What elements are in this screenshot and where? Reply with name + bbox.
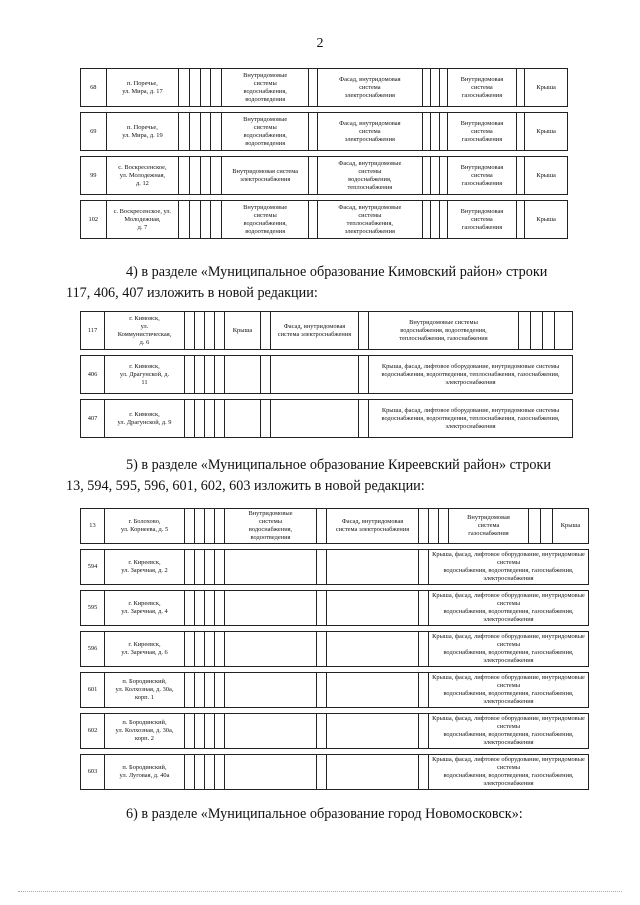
heading-novomoskovsk bbox=[96, 804, 578, 825]
work-cell: Фасад, внутридомовые системы водоснабжения, теплоснабжения bbox=[318, 157, 423, 195]
address-cell: г. Болохово, ул. Корнеева, д. 5 bbox=[105, 509, 185, 544]
empty-cell bbox=[215, 632, 225, 667]
empty-cell bbox=[261, 312, 271, 350]
empty-cell bbox=[195, 356, 205, 394]
empty-cell bbox=[529, 509, 541, 544]
empty-cell bbox=[215, 591, 225, 626]
empty-cell bbox=[185, 673, 195, 708]
address-cell: п. Поречье, ул. Мира, д. 17 bbox=[106, 69, 179, 107]
empty-cell bbox=[211, 113, 222, 151]
table-row bbox=[81, 400, 573, 438]
address-cell: п. Бородинский, ул. Луговая, д. 40а bbox=[105, 755, 185, 790]
empty-cell bbox=[205, 632, 215, 667]
empty-cell bbox=[205, 673, 215, 708]
empty-cell bbox=[439, 69, 448, 107]
empty-cell bbox=[225, 755, 317, 790]
address-cell: г. Киреевск, ул. Заречная, д. 4 bbox=[105, 591, 185, 626]
empty-cell bbox=[439, 201, 448, 239]
empty-cell bbox=[359, 356, 369, 394]
empty-cell bbox=[179, 113, 190, 151]
empty-cell bbox=[225, 714, 317, 749]
empty-cell bbox=[419, 755, 429, 790]
row-number: 99 bbox=[81, 157, 107, 195]
empty-cell bbox=[195, 673, 205, 708]
empty-cell bbox=[215, 312, 225, 350]
work-cell: Внутридомовая система газоснабжения bbox=[448, 201, 516, 239]
table-row bbox=[81, 550, 589, 585]
empty-cell bbox=[225, 673, 317, 708]
work-cell: Крыша, фасад, лифтовое оборудование, внутридомовые системы водоснабжения, водоотведения, газоснабжения, электроснабжения bbox=[429, 550, 589, 585]
empty-cell bbox=[205, 591, 215, 626]
work-cell: Фасад, внутридомовая система электроснабжения bbox=[318, 113, 423, 151]
table-row bbox=[81, 591, 589, 626]
work-cell: Крыша, фасад, лифтовое оборудование, внутридомовые системы водоснабжения, водоотведения, газоснабжения, электроснабжения bbox=[429, 714, 589, 749]
work-cell: Внутридомовые системы водоснабжения, водоотведения bbox=[221, 113, 309, 151]
empty-cell bbox=[205, 509, 215, 544]
empty-cell bbox=[185, 755, 195, 790]
row-number: 406 bbox=[81, 356, 105, 394]
address-cell: п. Бородинский, ул. Колхозная, д. 30а, корп. 2 bbox=[105, 714, 185, 749]
empty-cell bbox=[327, 591, 419, 626]
row-number: 594 bbox=[81, 550, 105, 585]
work-cell: Фасад, внутридомовая система электроснабжения bbox=[327, 509, 419, 544]
empty-cell bbox=[185, 312, 195, 350]
empty-cell bbox=[205, 550, 215, 585]
empty-cell bbox=[189, 201, 200, 239]
empty-cell bbox=[516, 201, 525, 239]
address-cell: г. Киреевск, ул. Заречная, д. 2 bbox=[105, 550, 185, 585]
empty-cell bbox=[215, 356, 225, 394]
empty-cell bbox=[309, 113, 318, 151]
empty-cell bbox=[179, 157, 190, 195]
empty-cell bbox=[205, 755, 215, 790]
empty-cell bbox=[555, 312, 573, 350]
empty-cell bbox=[422, 157, 431, 195]
row-number: 117 bbox=[81, 312, 105, 350]
empty-cell bbox=[317, 632, 327, 667]
empty-cell bbox=[317, 509, 327, 544]
empty-cell bbox=[429, 509, 439, 544]
empty-cell bbox=[185, 591, 195, 626]
table-section-kimovsky bbox=[80, 311, 573, 438]
empty-cell bbox=[195, 591, 205, 626]
empty-cell bbox=[327, 714, 419, 749]
address-cell: г. Кимовск, ул. Драгунской, д. 9 bbox=[105, 400, 185, 438]
empty-cell bbox=[431, 201, 440, 239]
heading-kireevsky bbox=[66, 455, 578, 497]
empty-cell bbox=[359, 312, 369, 350]
empty-cell bbox=[205, 312, 215, 350]
empty-cell bbox=[195, 509, 205, 544]
table-row bbox=[81, 113, 568, 151]
work-cell: Крыша, фасад, лифтовое оборудование, внутридомовые системы водоснабжения, водоотведения, газоснабжения, электроснабжения bbox=[429, 755, 589, 790]
empty-cell bbox=[419, 591, 429, 626]
table-row bbox=[81, 69, 568, 107]
empty-cell bbox=[179, 201, 190, 239]
heading-kimovsky-line2: 117, 406, 407 изложить в новой редакции: bbox=[66, 285, 318, 301]
empty-cell bbox=[317, 755, 327, 790]
empty-cell bbox=[215, 755, 225, 790]
address-cell: с. Воскресенское, ул. Молодежная, д. 7 bbox=[106, 201, 179, 239]
empty-cell bbox=[327, 550, 419, 585]
empty-cell bbox=[419, 673, 429, 708]
empty-cell bbox=[211, 157, 222, 195]
row-number: 68 bbox=[81, 69, 107, 107]
empty-cell bbox=[195, 550, 205, 585]
empty-cell bbox=[317, 550, 327, 585]
empty-cell bbox=[317, 673, 327, 708]
empty-cell bbox=[271, 356, 359, 394]
empty-cell bbox=[205, 356, 215, 394]
work-cell: Фасад, внутридомовые системы теплоснабжения, электроснабжения bbox=[318, 201, 423, 239]
table-row bbox=[81, 714, 589, 749]
empty-cell bbox=[431, 157, 440, 195]
empty-cell bbox=[541, 509, 553, 544]
empty-cell bbox=[516, 113, 525, 151]
empty-cell bbox=[225, 591, 317, 626]
work-cell: Крыша bbox=[525, 69, 568, 107]
empty-cell bbox=[215, 509, 225, 544]
work-cell: Внутридомовая система электроснабжения bbox=[221, 157, 309, 195]
empty-cell bbox=[195, 714, 205, 749]
work-cell: Внутридомовые системы водоснабжения, водоотведения, теплоснабжения, газоснабжения bbox=[369, 312, 519, 350]
work-cell: Крыша, фасад, лифтовое оборудование, внутридомовые системы водоснабжения, водоотведения, газоснабжения, электроснабжения bbox=[429, 632, 589, 667]
table-row bbox=[81, 509, 589, 544]
work-cell: Внутридомовые системы водоснабжения, водоотведения bbox=[225, 509, 317, 544]
empty-cell bbox=[195, 632, 205, 667]
work-cell: Фасад, внутридомовая система электроснабжения bbox=[318, 69, 423, 107]
empty-cell bbox=[215, 714, 225, 749]
table-row bbox=[81, 755, 589, 790]
empty-cell bbox=[261, 400, 271, 438]
empty-cell bbox=[179, 69, 190, 107]
empty-cell bbox=[185, 550, 195, 585]
row-number: 69 bbox=[81, 113, 107, 151]
row-number: 596 bbox=[81, 632, 105, 667]
page-number: 2 bbox=[316, 36, 324, 51]
empty-cell bbox=[543, 312, 555, 350]
empty-cell bbox=[189, 113, 200, 151]
empty-cell bbox=[422, 201, 431, 239]
empty-cell bbox=[439, 157, 448, 195]
empty-cell bbox=[189, 69, 200, 107]
work-cell: Крыша bbox=[553, 509, 589, 544]
empty-cell bbox=[439, 113, 448, 151]
empty-cell bbox=[439, 509, 449, 544]
scan-edge-noise bbox=[18, 891, 622, 893]
table-row bbox=[81, 632, 589, 667]
work-cell: Крыша bbox=[525, 201, 568, 239]
address-cell: п. Поречье, ул. Мира, д. 19 bbox=[106, 113, 179, 151]
empty-cell bbox=[516, 157, 525, 195]
empty-cell bbox=[215, 400, 225, 438]
table-row bbox=[81, 157, 568, 195]
row-number: 13 bbox=[81, 509, 105, 544]
empty-cell bbox=[185, 356, 195, 394]
work-cell: Внутридомовые системы водоснабжения, водоотведения bbox=[221, 69, 309, 107]
row-number: 102 bbox=[81, 201, 107, 239]
table-row bbox=[81, 356, 573, 394]
row-number: 602 bbox=[81, 714, 105, 749]
work-cell: Внутридомовая система газоснабжения bbox=[448, 113, 516, 151]
empty-cell bbox=[185, 714, 195, 749]
work-cell: Крыша, фасад, лифтовое оборудование, внутридомовые системы водоснабжения, водоотведения, газоснабжения, электроснабжения bbox=[429, 591, 589, 626]
empty-cell bbox=[431, 113, 440, 151]
empty-cell bbox=[422, 113, 431, 151]
empty-cell bbox=[309, 201, 318, 239]
table-row bbox=[81, 201, 568, 239]
empty-cell bbox=[327, 632, 419, 667]
table-section-1 bbox=[80, 68, 568, 239]
empty-cell bbox=[205, 400, 215, 438]
address-cell: г. Кимовск, ул. Драгунской, д. 11 bbox=[105, 356, 185, 394]
heading-novomoskovsk-line1: 6) в разделе «Муниципальное образование город Новомосковск»: bbox=[126, 806, 523, 822]
empty-cell bbox=[516, 69, 525, 107]
work-cell: Крыша bbox=[225, 312, 261, 350]
empty-cell bbox=[317, 591, 327, 626]
work-cell: Фасад, внутридомовая система электроснабжения bbox=[271, 312, 359, 350]
empty-cell bbox=[215, 673, 225, 708]
address-cell: г. Кимовск, ул. Коммунистическая, д. 6 bbox=[105, 312, 185, 350]
heading-kimovsky bbox=[66, 262, 578, 304]
work-cell: Внутридомовая система газоснабжения bbox=[448, 157, 516, 195]
empty-cell bbox=[317, 714, 327, 749]
empty-cell bbox=[419, 714, 429, 749]
empty-cell bbox=[211, 201, 222, 239]
empty-cell bbox=[309, 157, 318, 195]
address-cell: п. Бородинский, ул. Колхозная, д. 30а, корп. 1 bbox=[105, 673, 185, 708]
empty-cell bbox=[225, 356, 261, 394]
row-number: 407 bbox=[81, 400, 105, 438]
empty-cell bbox=[200, 113, 211, 151]
empty-cell bbox=[419, 509, 429, 544]
work-cell: Внутридомовая система газоснабжения bbox=[448, 69, 516, 107]
address-cell: с. Воскресенское, ул. Молодежная, д. 12 bbox=[106, 157, 179, 195]
work-cell: Крыша, фасад, лифтовое оборудование, внутридомовые системы водоснабжения, водоотведения, газоснабжения, электроснабжения bbox=[429, 673, 589, 708]
table-section-kireevsky bbox=[80, 508, 589, 790]
work-cell: Крыша bbox=[525, 113, 568, 151]
empty-cell bbox=[189, 157, 200, 195]
heading-kimovsky-line1: 4) в разделе «Муниципальное образование Кимовский район» строки bbox=[126, 264, 548, 280]
heading-kireevsky-line1: 5) в разделе «Муниципальное образование Киреевский район» строки bbox=[126, 457, 551, 473]
empty-cell bbox=[327, 673, 419, 708]
empty-cell bbox=[431, 69, 440, 107]
empty-cell bbox=[225, 632, 317, 667]
work-cell: Крыша, фасад, лифтовое оборудование, внутридомовые системы водоснабжения, водоотведения, теплоснабжения, газоснабжения, электроснабжения bbox=[369, 400, 573, 438]
empty-cell bbox=[185, 509, 195, 544]
empty-cell bbox=[215, 550, 225, 585]
empty-cell bbox=[261, 356, 271, 394]
empty-cell bbox=[211, 69, 222, 107]
empty-cell bbox=[200, 201, 211, 239]
empty-cell bbox=[185, 632, 195, 667]
empty-cell bbox=[309, 69, 318, 107]
empty-cell bbox=[531, 312, 543, 350]
empty-cell bbox=[225, 400, 261, 438]
work-cell: Внутридомовая система газоснабжения bbox=[449, 509, 529, 544]
table-row bbox=[81, 312, 573, 350]
row-number: 603 bbox=[81, 755, 105, 790]
empty-cell bbox=[195, 755, 205, 790]
address-cell: г. Киреевск, ул. Заречная, д. 6 bbox=[105, 632, 185, 667]
empty-cell bbox=[327, 755, 419, 790]
work-cell: Внутридомовые системы водоснабжения, водоотведения bbox=[221, 201, 309, 239]
empty-cell bbox=[200, 69, 211, 107]
empty-cell bbox=[200, 157, 211, 195]
empty-cell bbox=[359, 400, 369, 438]
empty-cell bbox=[422, 69, 431, 107]
empty-cell bbox=[225, 550, 317, 585]
work-cell: Крыша, фасад, лифтовое оборудование, внутридомовые системы водоснабжения, водоотведения, теплоснабжения, газоснабжения, электроснабжения bbox=[369, 356, 573, 394]
row-number: 601 bbox=[81, 673, 105, 708]
heading-kireevsky-line2: 13, 594, 595, 596, 601, 602, 603 изложить в новой редакции: bbox=[66, 478, 425, 494]
empty-cell bbox=[419, 632, 429, 667]
empty-cell bbox=[271, 400, 359, 438]
table-row bbox=[81, 673, 589, 708]
empty-cell bbox=[419, 550, 429, 585]
empty-cell bbox=[195, 400, 205, 438]
empty-cell bbox=[195, 312, 205, 350]
empty-cell bbox=[519, 312, 531, 350]
empty-cell bbox=[185, 400, 195, 438]
empty-cell bbox=[205, 714, 215, 749]
work-cell: Крыша bbox=[525, 157, 568, 195]
row-number: 595 bbox=[81, 591, 105, 626]
